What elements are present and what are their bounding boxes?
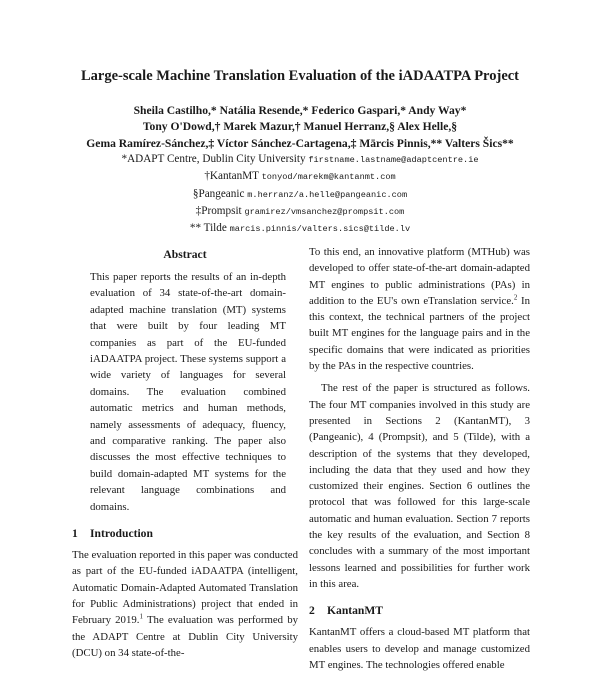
paper-title: Large-scale Machine Translation Evaluation of the iADAATPA Project	[80, 68, 520, 84]
left-column	[72, 244, 298, 661]
footnote-marker[interactable]: 1	[139, 612, 143, 621]
affiliation-line	[0, 220, 600, 237]
affiliation-label: †KantanMT	[204, 170, 259, 183]
section-heading-introduction	[72, 527, 298, 540]
author-line: Gema Ramírez-Sánchez,‡ Víctor Sánchez-Cartagena,‡ Mārcis Pinnis,** Valters Šics**	[86, 136, 514, 150]
abstract-text: This paper reports the results of an in-depth evaluation of 34 state-of-the-art domain-adapted machine translation (MT) systems that were built by four leading MT companies as part of the EU-funded iADAATPA project. These systems support a wide variety of languages for several domains. The evaluation combined automatic metrics and human methods, namely assessments of adequacy, fluency, and comparative ranking. The paper also discusses the most effective techniques to build domain-adapted MT systems for the relevant language combinations and domains.	[90, 271, 286, 513]
affiliation-line	[0, 168, 600, 185]
footnote-marker[interactable]: 2	[513, 293, 518, 302]
paragraph-text: In this context, the technical partners of the project built MT engines for the language pairs and in the specific domains that were indicated as priorities by the PAs in the respective countries.	[309, 294, 530, 373]
section-number: 2	[309, 604, 315, 618]
section-title: Introduction	[90, 527, 153, 541]
body-paragraph: The rest of the paper is structured as follows. The four MT companies involved in this study are presented in Sections 2 (KantanMT), 3 (Pangeanic), 4 (Prompsit), and 5 (Tilde), with a description of the systems that they developed, including the data that they used and how they customized their engines. Section 6 outlines the protocol that was followed for this large-scale automatic and human evaluation. Section 7 reports the key results of the evaluation, and Section 8 concludes with a summary of the most important lessons learned and possibilities for further work in this area.	[309, 382, 530, 590]
affiliation-list	[0, 151, 600, 237]
section-heading-kantanmt	[309, 604, 530, 617]
affiliation-label: §Pangeanic	[192, 187, 245, 200]
kantanmt-paragraph: KantanMT offers a cloud-based MT platform that enables users to develop and manage customized MT engines. The technologies offered enable	[309, 626, 530, 671]
section-title: KantanMT	[327, 604, 384, 618]
abstract-heading: Abstract	[163, 248, 207, 261]
author-line: Sheila Castilho,* Natália Resende,* Federico Gaspari,* Andy Way*	[133, 104, 467, 117]
affiliation-label: ** Tilde	[189, 222, 227, 235]
affiliation-email: tonyod/marekm@kantanmt.com	[261, 172, 396, 183]
introduction-paragraph	[72, 547, 298, 661]
affiliation-label: *ADAPT Centre, Dublin City University	[121, 153, 306, 165]
right-column	[309, 244, 530, 673]
affiliation-line	[0, 203, 600, 220]
affiliation-email: gramirez/vmsanchez@prompsit.com	[244, 206, 405, 217]
affiliation-line	[0, 151, 600, 168]
affiliation-line	[0, 186, 600, 203]
paragraph-text: To this end, an innovative platform (MTHub) was developed to offer state-of-the-art domain-adapted MT engines to public administrations (PAs) in addition to the EU's own eTranslation service.	[309, 246, 530, 307]
affiliation-label: ‡Prompsit	[195, 204, 242, 217]
affiliation-email: firstname.lastname@adaptcentre.ie	[308, 155, 479, 165]
paragraph-text: The evaluation reported in this paper was conducted as part of the EU-funded iADAATPA (intelligent, Automatic Domain-Adapted Automated Translation for Public Administrations) project that ended in February 2019.	[72, 549, 298, 627]
body-paragraph	[309, 244, 530, 374]
affiliation-email: m.herranz/a.helle@pangeanic.com	[247, 189, 408, 200]
author-list	[0, 103, 600, 152]
section-number: 1	[72, 527, 78, 541]
paragraph-text: The evaluation was performed by the ADAPT Centre at Dublin City University (DCU) on 34 state-of-the-	[72, 614, 299, 659]
affiliation-email: marcis.pinnis/valters.sics@tilde.lv	[229, 224, 411, 235]
author-line: Tony O'Dowd,† Marek Mazur,† Manuel Herranz,§ Alex Helle,§	[142, 120, 458, 134]
